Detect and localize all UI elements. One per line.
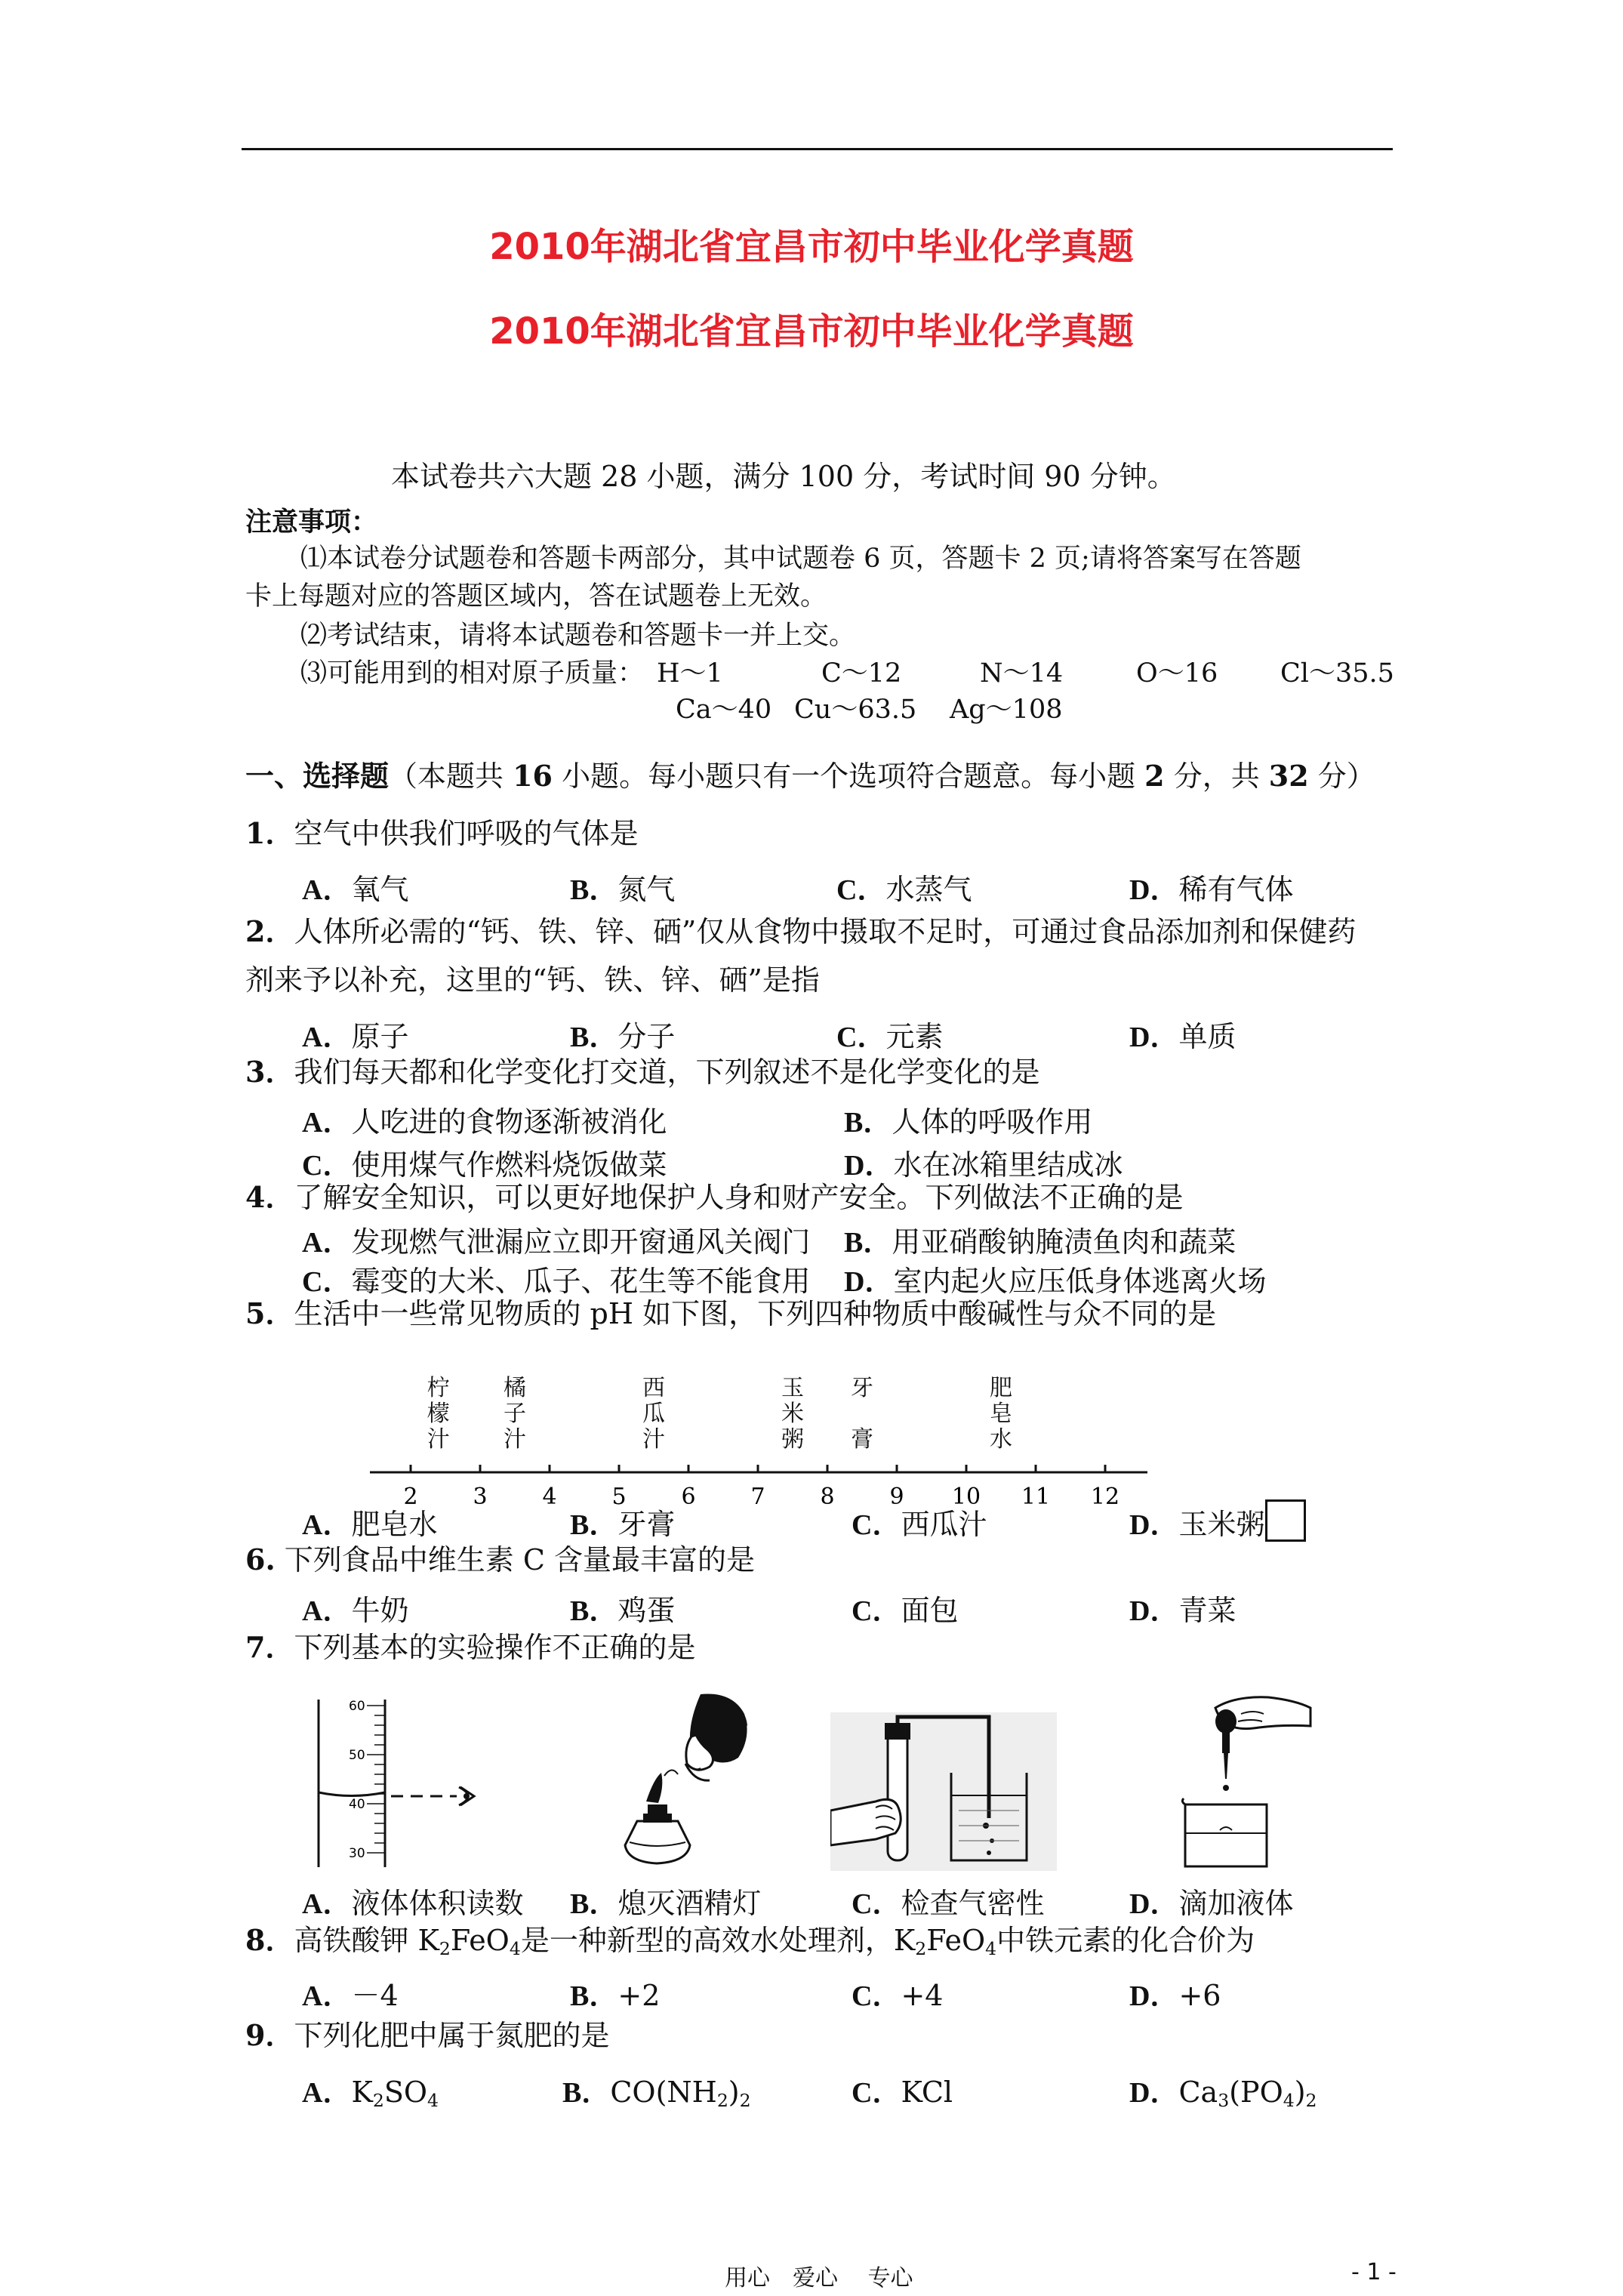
q8-option-b[interactable]: B．+2 xyxy=(570,1979,661,2012)
ph-tick-label: 3 xyxy=(473,1484,488,1510)
q6-option-a[interactable]: A．牛奶 xyxy=(302,1594,409,1627)
q3-option-d[interactable]: D．水在冰箱里结成冰 xyxy=(844,1148,1123,1182)
ph-tick-label: 11 xyxy=(1021,1484,1051,1510)
cylinder-tick-30: 30 xyxy=(349,1846,365,1861)
alcohol-lamp-figure xyxy=(611,1691,755,1872)
note-3: ⑶可能用到的相对原子质量： xyxy=(300,658,645,689)
q1-option-a[interactable]: A．氧气 xyxy=(302,873,409,906)
exam-summary: 本试卷共六大题 28 小题，满分 100 分，考试时间 90 分钟。 xyxy=(391,460,1176,493)
ph-tick-label: 4 xyxy=(542,1484,557,1510)
note-1b: 卡上每题对应的答题区域内，答在试题卷上无效。 xyxy=(245,581,827,612)
q4-option-c[interactable]: C．霉变的大米、瓜子、花生等不能食用 xyxy=(302,1265,811,1298)
q3-option-c[interactable]: C．使用煤气作燃料烧饭做菜 xyxy=(302,1148,667,1182)
ph-tick-label: 12 xyxy=(1090,1484,1120,1510)
q2-option-a[interactable]: A．原子 xyxy=(302,1020,409,1053)
ph-substance-label: 牙 膏 xyxy=(851,1375,873,1453)
page-number: - 1 - xyxy=(1351,2259,1397,2285)
q1-option-b[interactable]: B．氮气 xyxy=(570,873,676,906)
q7-option-d[interactable]: D．滴加液体 xyxy=(1129,1887,1294,1920)
ph-substance-label: 肥 皂 水 xyxy=(990,1375,1012,1453)
mass-n: N～14 xyxy=(980,658,1064,689)
q2-option-c[interactable]: C．元素 xyxy=(836,1020,944,1053)
ph-scale-axis xyxy=(362,1457,1155,1510)
ph-tick-label: 8 xyxy=(820,1484,835,1510)
cylinder-tick-50: 50 xyxy=(349,1748,365,1763)
ph-substance-label: 玉 米 粥 xyxy=(781,1375,804,1453)
mass-c: C～12 xyxy=(821,658,902,689)
ph-tick-label: 6 xyxy=(681,1484,696,1510)
q9-option-c[interactable]: C．KCl xyxy=(852,2076,953,2109)
q2-option-d[interactable]: D．单质 xyxy=(1129,1020,1236,1053)
footer-motto: 用心 爱心 专心 xyxy=(725,2265,913,2291)
section-1-heading: 一、选择题（本题共 16 小题。每小题只有一个选项符合题意。每小题 2 分，共 32 分） xyxy=(245,759,1375,793)
ph-substance-label: 西 瓜 汁 xyxy=(642,1375,665,1453)
question-1: 1．空气中供我们呼吸的气体是 xyxy=(245,816,639,850)
q4-option-b[interactable]: B．用亚硝酸钠腌渍鱼肉和蔬菜 xyxy=(844,1225,1236,1259)
page-title: 2010年湖北省宜昌市初中毕业化学真题 xyxy=(489,226,1134,268)
header-rule xyxy=(242,148,1393,150)
ph-substance-label: 橘 子 汁 xyxy=(504,1375,526,1453)
mass-o: O～16 xyxy=(1136,658,1218,689)
question-4: 4．了解安全知识，可以更好地保护人身和财产安全。下列做法不正确的是 xyxy=(245,1180,1184,1214)
q8-option-d[interactable]: D．+6 xyxy=(1129,1979,1221,2012)
note-2: ⑵考试结束，请将本试题卷和答题卡一并上交。 xyxy=(300,621,856,651)
q3-option-a[interactable]: A．人吃进的食物逐渐被消化 xyxy=(302,1105,667,1139)
page-subtitle: 2010年湖北省宜昌市初中毕业化学真题 xyxy=(489,310,1134,353)
question-7: 7．下列基本的实验操作不正确的是 xyxy=(245,1630,696,1664)
question-8: 8．高铁酸钾 $K_2FeO_4$是一种新型的高效水处理剂，$K_2FeO_4$中铁元素的化合价为 xyxy=(245,1923,1255,1959)
q5-option-d[interactable]: D．玉米粥 xyxy=(1129,1508,1265,1541)
q2-option-b[interactable]: B．分子 xyxy=(570,1020,676,1053)
q7-option-b[interactable]: B．熄灭酒精灯 xyxy=(570,1887,762,1920)
q1-option-c[interactable]: C．水蒸气 xyxy=(836,873,972,906)
q6-option-b[interactable]: B．鸡蛋 xyxy=(570,1594,676,1627)
question-9: 9．下列化肥中属于氮肥的是 xyxy=(245,2018,610,2052)
mass-cl: Cl～35.5 xyxy=(1280,658,1394,689)
q3-option-b[interactable]: B．人体的呼吸作用 xyxy=(844,1105,1093,1139)
notes-heading: 注意事项： xyxy=(245,507,378,538)
mass-h: H～1 xyxy=(657,658,723,689)
q5-option-b[interactable]: B．牙膏 xyxy=(570,1508,676,1541)
mass-ca: Ca～40 xyxy=(676,695,772,725)
question-6: 6. 下列食品中维生素 C 含量最丰富的是 xyxy=(245,1542,756,1576)
ph-tick-label: 9 xyxy=(889,1484,904,1510)
airtightness-check-figure xyxy=(830,1712,1057,1871)
graduated-cylinder-figure xyxy=(302,1695,491,1869)
q8-option-c[interactable]: C．+4 xyxy=(852,1979,944,2012)
ph-substance-label: 柠 檬 汁 xyxy=(427,1375,450,1453)
question-5: 5．生活中一些常见物质的 pH 如下图，下列四种物质中酸碱性与众不同的是 xyxy=(245,1296,1217,1330)
cylinder-tick-60: 60 xyxy=(349,1699,365,1714)
q7-option-c[interactable]: C．检查气密性 xyxy=(852,1887,1045,1920)
ph-tick-label: 2 xyxy=(403,1484,418,1510)
q4-option-d[interactable]: D．室内起火应压低身体逃离火场 xyxy=(844,1265,1267,1298)
ph-tick-label: 5 xyxy=(611,1484,627,1510)
note-1a: ⑴本试卷分试题卷和答题卡两部分，其中试题卷 6 页，答题卡 2 页;请将答案写在答题 xyxy=(300,544,1301,574)
question-3: 3．我们每天都和化学变化打交道，下列叙述不是化学变化的是 xyxy=(245,1055,1040,1089)
q9-option-a[interactable]: A．$K_2SO_4$ xyxy=(302,2076,439,2111)
q5-option-c[interactable]: C．西瓜汁 xyxy=(852,1508,987,1541)
answer-box xyxy=(1265,1499,1306,1542)
cylinder-tick-40: 40 xyxy=(349,1797,365,1812)
q9-option-b[interactable]: B．$CO(NH_2)_2$ xyxy=(562,2076,751,2111)
q6-option-c[interactable]: C．面包 xyxy=(852,1594,959,1627)
q9-option-d[interactable]: D．$Ca_3(PO_4)_2$ xyxy=(1129,2076,1317,2111)
question-2-line-2: 剂来予以补充，这里的“钙、铁、锌、硒”是指 xyxy=(245,963,820,997)
q6-option-d[interactable]: D．青菜 xyxy=(1129,1594,1236,1627)
ph-tick-label: 7 xyxy=(750,1484,765,1510)
q1-option-d[interactable]: D．稀有气体 xyxy=(1129,873,1294,906)
q5-option-a[interactable]: A．肥皂水 xyxy=(302,1508,438,1541)
dropper-figure xyxy=(1163,1691,1313,1872)
ph-tick-label: 10 xyxy=(951,1484,981,1510)
question-2-line-1: 2．人体所必需的“钙、铁、锌、硒”仅从食物中摄取不足时，可通过食品添加剂和保健药 xyxy=(245,914,1357,948)
q8-option-a[interactable]: A．－4 xyxy=(302,1979,399,2012)
mass-ag: Ag～108 xyxy=(950,695,1063,725)
mass-cu: Cu～63.5 xyxy=(794,695,917,725)
q7-option-a[interactable]: A．液体体积读数 xyxy=(302,1887,524,1920)
q4-option-a[interactable]: A．发现燃气泄漏应立即开窗通风关阀门 xyxy=(302,1225,811,1259)
